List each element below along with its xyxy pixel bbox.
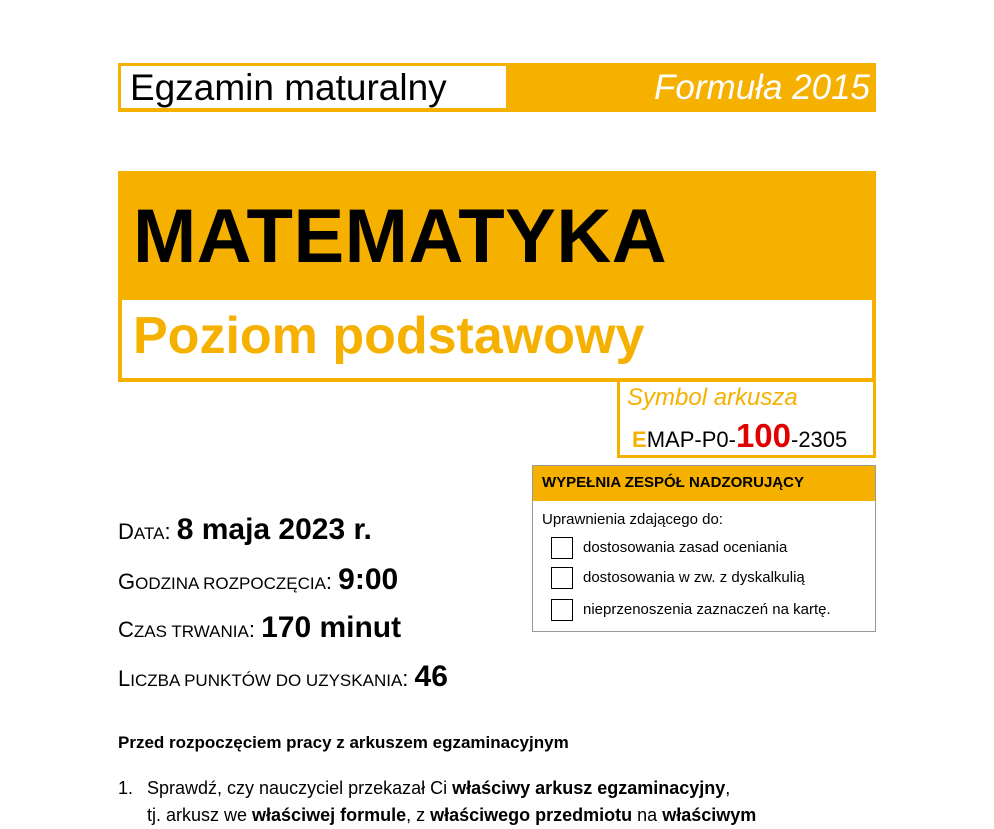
date-line — [118, 515, 372, 549]
symbol-code-first-letter: E — [632, 427, 647, 452]
symbol-code-suffix: -2305 — [791, 427, 848, 452]
instruction-item-1: 1. Sprawdź, czy nauczyciel przekazał Ci właściwy arkusz egzaminacyjny, — [118, 778, 731, 798]
start-time-line — [118, 565, 398, 599]
formula-label: Formuła 2015 — [654, 68, 870, 107]
symbol-code-prefix: MAP-P0- — [646, 427, 736, 452]
exam-label: Egzamin maturalny — [130, 67, 447, 108]
permission-label-grading: dostosowania zasad oceniania — [583, 539, 788, 556]
permissions-label: Uprawnienia zdającego do: — [542, 511, 723, 528]
subject-title: MATEMATYKA — [133, 194, 668, 279]
permission-checkbox-dyscalculia[interactable] — [551, 567, 573, 589]
duration-label: CZAS TRWANIA: — [118, 617, 255, 642]
permission-checkbox-no-transfer[interactable] — [551, 599, 573, 621]
permission-label-dyscalculia: dostosowania w zw. z dyskalkulią — [583, 569, 805, 586]
date-label: DATA: — [118, 519, 171, 544]
date-value: 8 maja 2023 r. — [176, 513, 372, 546]
supervisor-title: WYPEŁNIA ZESPÓŁ NADZORUJĄCY — [542, 474, 804, 491]
duration-line — [118, 613, 401, 647]
symbol-code — [632, 418, 847, 458]
symbol-label: Symbol arkusza — [627, 384, 798, 411]
symbol-code-number: 100 — [735, 417, 791, 454]
start-time-label: GODZINA ROZPOCZĘCIA: — [118, 569, 333, 594]
instructions-title: Przed rozpoczęciem pracy z arkuszem egzaminacyjnym — [118, 733, 569, 752]
level-title: Poziom podstawowy — [133, 307, 645, 365]
points-label: LICZBA PUNKTÓW DO UZYSKANIA: — [118, 666, 409, 691]
points-line — [118, 662, 448, 696]
permission-checkbox-grading[interactable] — [551, 537, 573, 559]
permission-label-no-transfer: nieprzenoszenia zaznaczeń na kartę. — [583, 601, 831, 618]
start-time-value: 9:00 — [338, 563, 399, 596]
points-value: 46 — [414, 660, 448, 693]
duration-value: 170 minut — [261, 611, 402, 644]
instruction-item-1-line-2: tj. arkusz we właściwej formule, z właściwego przedmiotu na właściwym — [147, 805, 757, 825]
